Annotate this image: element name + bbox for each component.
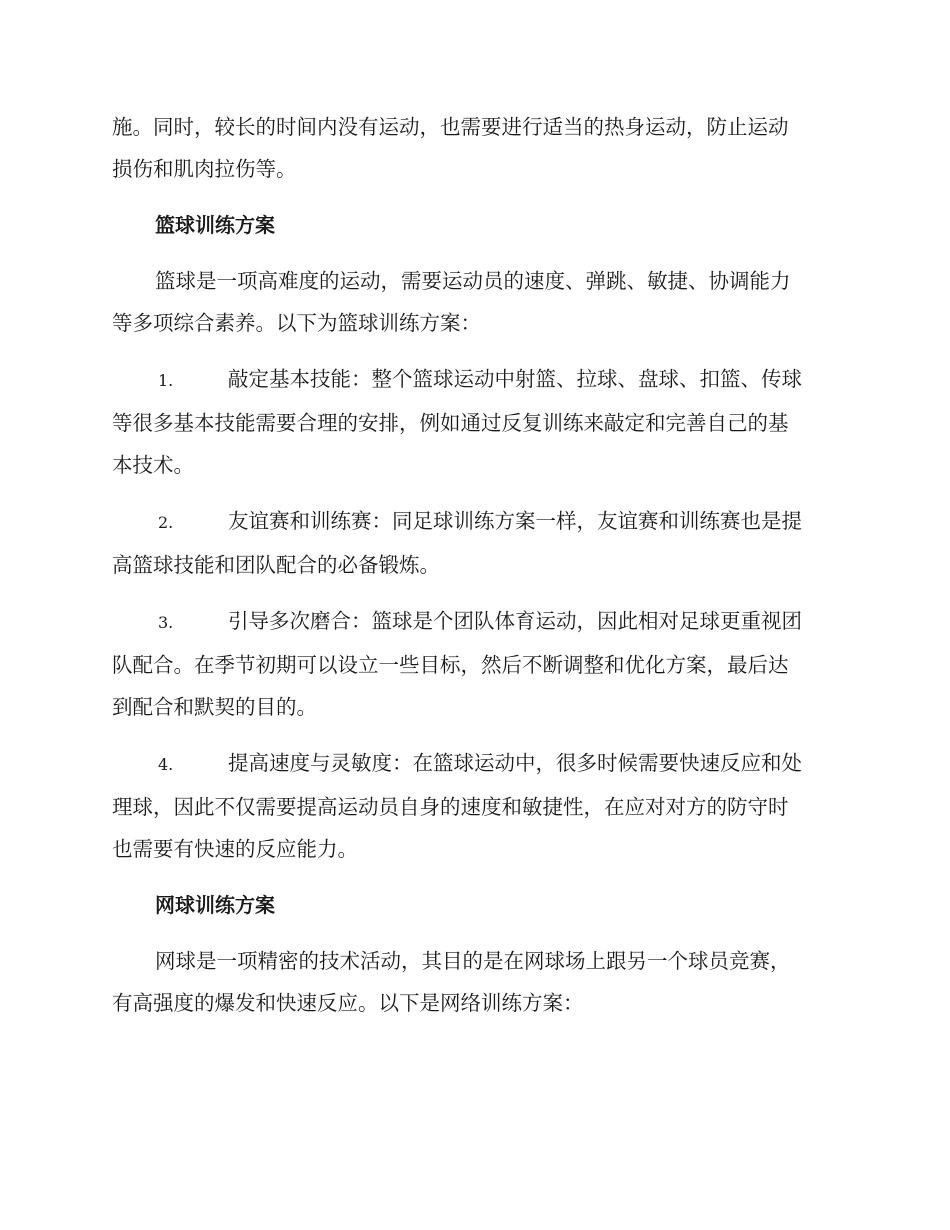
list-item	[112, 358, 834, 486]
list-number: 4.	[158, 755, 174, 774]
list-item	[112, 742, 834, 870]
list-item	[112, 500, 834, 586]
list-item-text: 友谊赛和训练赛：同足球训练方案一样，友谊赛和训练赛也是提	[228, 509, 802, 533]
list-item-text: 提高速度与灵敏度：在篮球运动中，很多时候需要快速反应和处	[228, 751, 802, 775]
list-item	[112, 600, 834, 728]
document-page	[112, 106, 834, 1024]
list-item-text: 到配合和默契的目的。	[112, 695, 317, 719]
section-heading-basketball: 篮球训练方案	[155, 213, 275, 237]
paragraph-line: 施。同时，较长的时间内没有运动，也需要进行适当的热身运动，防止运动	[112, 115, 789, 139]
list-item-text: 也需要有快速的反应能力。	[112, 837, 358, 861]
list-item-text: 高篮球技能和团队配合的必备锻炼。	[112, 553, 440, 577]
paragraph-line: 有高强度的爆发和快速反应。以下是网络训练方案：	[112, 991, 584, 1015]
paragraph-line: 网球是一项精密的技术活动，其目的是在网球场上跟另一个球员竞赛，	[155, 949, 791, 973]
paragraph-line: 等多项综合素养。以下为篮球训练方案：	[112, 311, 481, 335]
list-item-text: 队配合。在季节初期可以设立一些目标，然后不断调整和优化方案，最后达	[112, 653, 789, 677]
list-number: 2.	[158, 513, 174, 532]
list-item-text: 敲定基本技能：整个篮球运动中射篮、拉球、盘球、扣篮、传球	[228, 367, 802, 391]
list-number: 3.	[158, 613, 174, 632]
list-item-text: 等很多基本技能需要合理的安排，例如通过反复训练来敲定和完善自己的基	[112, 411, 789, 435]
list-number: 1.	[158, 371, 174, 390]
list-item-text: 理球，因此不仅需要提高运动员自身的速度和敏捷性，在应对对方的防守时	[112, 795, 789, 819]
paragraph-line: 篮球是一项高难度的运动，需要运动员的速度、弹跳、敏捷、协调能力	[155, 269, 791, 293]
list-item-text: 引导多次磨合：篮球是个团队体育运动，因此相对足球更重视团	[228, 609, 802, 633]
paragraph-line: 损伤和肌肉拉伤等。	[112, 157, 297, 181]
section-heading-tennis: 网球训练方案	[155, 893, 275, 917]
list-item-text: 本技术。	[112, 453, 194, 477]
